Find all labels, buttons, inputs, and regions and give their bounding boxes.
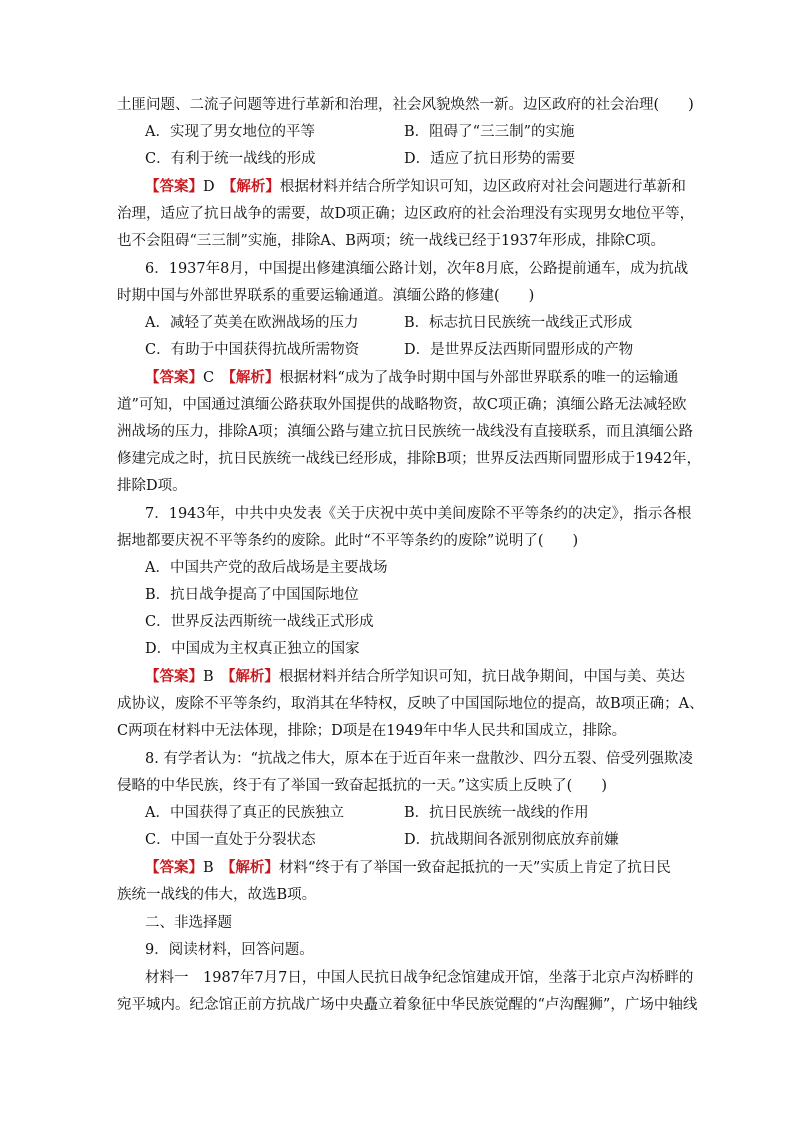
answer-tag: 【答案】 bbox=[145, 369, 203, 386]
analysis-text: 根据材料并结合所学知识可知，边区政府对社会问题进行革新和 bbox=[279, 179, 686, 195]
answer-tag: 【答案】 bbox=[145, 668, 203, 685]
question-7: 7．1943年，中共中央发表《关于庆祝中英中美间废除不平等条约的决定》，指示各根 bbox=[145, 506, 692, 522]
paragraph-line: C两项在材料中无法体现，排除；D项是在1949年中华人民共和国成立，排除。 bbox=[117, 723, 627, 739]
answer-value: B bbox=[203, 860, 214, 876]
section-heading: 二、非选择题 bbox=[145, 915, 232, 931]
option-c: C．中国一直处于分裂状态 bbox=[145, 832, 316, 848]
paragraph-line: 也不会阻碍“三三制”实施，排除A、B两项；统一战线已经于1937年形成，排除C项。 bbox=[117, 233, 665, 249]
analysis-tag: 【解析】 bbox=[228, 668, 279, 685]
option-d: D．是世界反法西斯同盟形成的产物 bbox=[404, 342, 634, 358]
answer-value: B bbox=[203, 669, 214, 685]
material-line: 材料一 1987年7月7日，中国人民抗日战争纪念馆建成开馆，坐落于北京卢沟桥畔的 bbox=[145, 970, 694, 986]
material-line: 宛平城内。纪念馆正前方抗战广场中央矗立着象征中华民族觉醒的“卢沟醒狮”，广场中轴线 bbox=[117, 997, 698, 1013]
option-c: C．世界反法西斯统一战线正式形成 bbox=[145, 614, 374, 630]
answer-block bbox=[145, 857, 671, 879]
option-a: A．中国共产党的敌后战场是主要战场 bbox=[145, 560, 388, 576]
option-d: D．中国成为主权真正独立的国家 bbox=[145, 641, 360, 657]
option-b: B．抗日战争提高了中国国际地位 bbox=[145, 587, 359, 603]
option-d: D．抗战期间各派别彻底放弃前嫌 bbox=[404, 832, 619, 848]
question-9: 9．阅读材料，回答问题。 bbox=[145, 942, 314, 958]
option-a: A．中国获得了真正的民族独立 bbox=[145, 805, 344, 821]
analysis-text: 根据材料并结合所学知识可知，抗日战争期间，中国与美、英达 bbox=[278, 669, 685, 685]
answer-value: C bbox=[203, 370, 215, 386]
paragraph-line: 治理，适应了抗日战争的需要，故D项正确；边区政府的社会治理没有实现男女地位平等， bbox=[117, 206, 695, 222]
paragraph-line: 据地都要庆祝不平等条约的废除。此时“不平等条约的废除”说明了( ) bbox=[117, 533, 579, 549]
answer-tag: 【答案】 bbox=[145, 859, 203, 876]
paragraph-line: 成协议，废除不平等条约，取消其在华特权，反映了中国国际地位的提高，故B项正确；A、 bbox=[117, 696, 704, 712]
answer-block bbox=[145, 666, 685, 688]
answer-tag: 【答案】 bbox=[145, 178, 203, 195]
option-c: C．有利于统一战线的形成 bbox=[145, 151, 316, 167]
answer-value: D bbox=[203, 179, 215, 195]
analysis-text: 材料“终于有了举国一致奋起抵抗的一天”实质上肯定了抗日民 bbox=[278, 860, 671, 876]
answer-block bbox=[145, 176, 686, 198]
option-b: B．阻碍了“三三制”的实施 bbox=[404, 124, 575, 140]
paragraph-line: 道”可知，中国通过滇缅公路获取外国提供的战略物资，故C项正确；滇缅公路无法减轻欧 bbox=[117, 397, 687, 413]
option-b: B．抗日民族统一战线的作用 bbox=[404, 805, 589, 821]
paragraph-line: 排除D项。 bbox=[117, 478, 187, 494]
option-a: A．减轻了英美在欧洲战场的压力 bbox=[145, 315, 359, 331]
answer-block bbox=[145, 367, 678, 389]
option-d: D．适应了抗日形势的需要 bbox=[404, 151, 576, 167]
question-6: 6．1937年8月，中国提出修建滇缅公路计划，次年8月底，公路提前通车，成为抗战 bbox=[145, 261, 689, 277]
paragraph-line: 侵略的中华民族，终于有了举国一致奋起抵抗的一天。”这实质上反映了( ) bbox=[117, 778, 607, 794]
paragraph-line: 修建完成之时，抗日民族统一战线已经形成，排除B项；世界反法西斯同盟形成于1942年， bbox=[117, 451, 702, 467]
paragraph-line: 洲战场的压力，排除A项；滇缅公路与建立抗日民族统一战线没有直接联系，而且滇缅公路 bbox=[117, 424, 693, 440]
analysis-tag: 【解析】 bbox=[228, 859, 279, 876]
paragraph-line: 族统一战线的伟大，故选B项。 bbox=[117, 887, 317, 903]
paragraph-line: 土匪问题、二流子问题等进行革新和治理，社会风貌焕然一新。边区政府的社会治理( ) bbox=[117, 97, 694, 113]
paragraph-line: 时期中国与外部世界联系的重要运输通道。滇缅公路的修建( ) bbox=[117, 288, 535, 304]
option-b: B．标志抗日民族统一战线正式形成 bbox=[404, 315, 633, 331]
analysis-text: 根据材料“成为了战争时期中国与外部世界联系的唯一的运输通 bbox=[279, 370, 679, 386]
question-8: 8. 有学者认为：“抗战之伟大，原本在于近百年来一盘散沙、四分五裂、倍受列强欺凌 bbox=[145, 751, 693, 767]
option-a: A．实现了男女地位的平等 bbox=[145, 124, 315, 140]
option-c: C．有助于中国获得抗战所需物资 bbox=[145, 342, 360, 358]
analysis-tag: 【解析】 bbox=[229, 178, 280, 195]
analysis-tag: 【解析】 bbox=[228, 369, 280, 386]
